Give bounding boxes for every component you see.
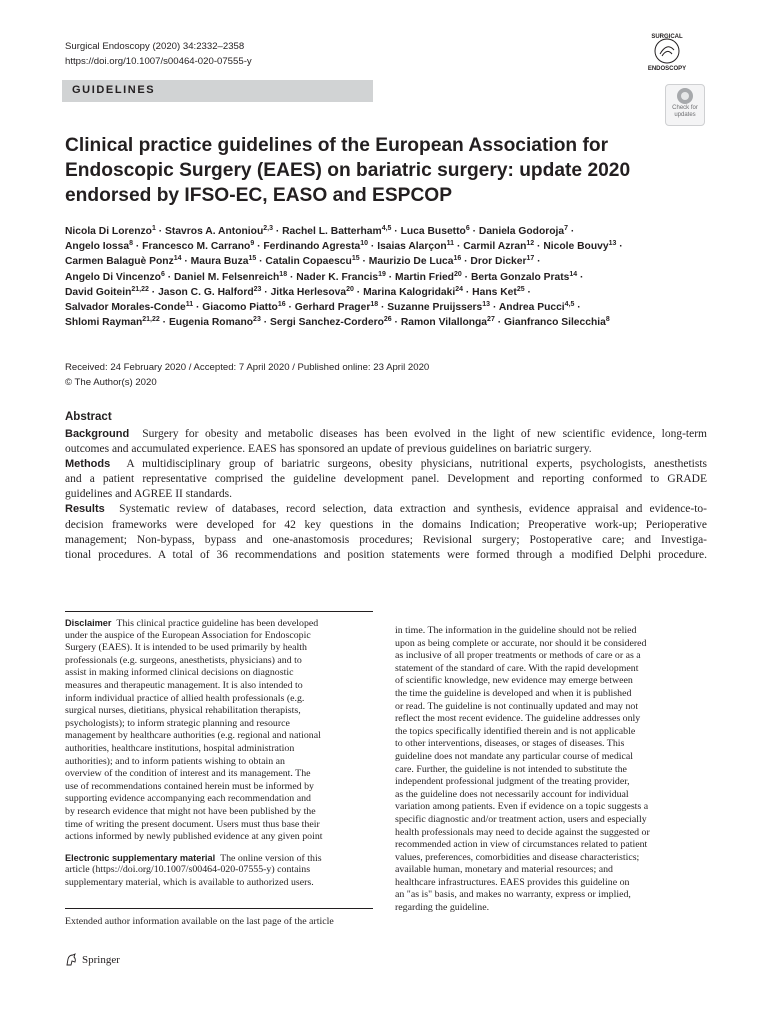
right-column-line: variation among patients. Even if evidence on a topic suggests a (395, 801, 649, 813)
author-separator: · (254, 241, 264, 253)
author-separator: · (181, 256, 191, 268)
author-separator: · (391, 226, 401, 237)
right-column-line: as the guideline does not necessarily account for individual (395, 788, 629, 800)
right-column-line: the topics specifically identified therein and is not applicable (395, 725, 636, 737)
author-affiliation: 4,5 (564, 301, 575, 309)
methods-label: Methods (65, 458, 111, 471)
author-affiliation: 26 (383, 316, 392, 324)
author-separator: · (463, 286, 473, 298)
doi-link[interactable]: https://doi.org/10.1007/s00464-020-07555-y (65, 56, 252, 67)
footnote-divider (65, 908, 373, 909)
disclaimer-line: measures and therapeutic management. It is also intended to (65, 679, 303, 691)
author-name[interactable]: Sergi Sanchez-Cordero (270, 317, 384, 329)
right-column-line: available human, monetary and material resources; and (395, 864, 613, 876)
article-type-label: GUIDELINES (72, 84, 156, 96)
author-affiliation: 25 (516, 285, 525, 293)
author-name[interactable]: Nicole Bouvy (543, 241, 609, 253)
author-name[interactable]: Andrea Pucci (498, 302, 565, 314)
author-affiliation: 21,22 (131, 285, 149, 293)
disclaimer-label: Disclaimer (65, 618, 112, 628)
author-separator: · (133, 241, 143, 253)
author-affiliation: 6 (465, 225, 470, 232)
abstract-line: Methods A multidisciplinary group of bariatric surgeons, obesity physicians, nutritional experts, psychologists, anesthetists (65, 458, 707, 471)
logo-text-bottom: ENDOSCOPY (647, 66, 687, 72)
abstract-line: Results Systematic review of databases, record selection, data extraction and synthesis, evidence appraisal and evidence-to- (65, 503, 708, 516)
disclaimer-line: by research evidence that might not have been published by the (65, 805, 316, 817)
right-column-line: of scientific knowledge, new evidence may emerge between (395, 675, 633, 687)
author-separator: · (469, 226, 479, 237)
author-name[interactable]: Stavros A. Antoniou (165, 226, 264, 237)
author-name[interactable]: Dror Dicker (470, 256, 527, 268)
author-separator: · (494, 317, 504, 329)
author-line (65, 224, 720, 239)
right-column-line: statement of the standard of care. With the rapid development (395, 662, 639, 674)
disclaimer-line: authorities, healthcare institutions, hospital administration (65, 742, 295, 754)
author-separator: · (260, 317, 270, 329)
author-line (65, 285, 720, 300)
author-name[interactable]: Rachel L. Batterham (282, 226, 382, 237)
right-column-line: guideline does not mandate any particular course of medical (395, 750, 634, 762)
right-column-line: values, preferences, comorbidities and disease characteristics; (395, 851, 640, 863)
right-column-line: in time. The information in the guideline should not be relied (395, 625, 637, 636)
author-separator: · (193, 302, 203, 314)
author-name[interactable]: Hans Ket (472, 286, 517, 298)
disclaimer-line: under the auspice of the European Association for Endoscopic (65, 629, 311, 641)
author-separator: · (155, 226, 166, 237)
author-name[interactable]: David Goitein (65, 286, 132, 298)
author-name[interactable]: Maura Buza (190, 256, 249, 268)
author-name[interactable]: Suzanne Pruijssers (387, 302, 483, 314)
author-affiliation: 10 (360, 240, 369, 248)
date-line: Received: 24 February 2020 / Accepted: 7 April 2020 / Published online: 23 April 2020 (65, 362, 430, 373)
right-column-line: health professionals may need to decide against the suggested or (395, 826, 650, 838)
abstract-heading: Abstract (65, 411, 112, 423)
footnote-left-column (65, 617, 375, 889)
supplementary-line: Electronic supplementary material The online version of this (65, 852, 322, 864)
supplementary-line: article (https://doi.org/10.1007/s00464-020-07555-y) contains (65, 864, 311, 876)
author-separator: · (368, 241, 378, 253)
author-separator: · (378, 302, 388, 314)
author-affiliation: 13 (608, 240, 617, 248)
author-affiliation: 18 (370, 301, 379, 309)
author-affiliation: 11 (185, 301, 194, 309)
supplementary-label: Electronic supplementary material (65, 852, 216, 863)
author-affiliation: 14 (569, 270, 578, 278)
author-name[interactable]: Carmen Balaguè Ponz (65, 256, 174, 268)
author-name[interactable]: Eugenia Romano (168, 317, 254, 329)
abstract-line: decision frameworks were developed for 42 key questions in the domains Indication; Preoperative work-up; Perioperative (65, 518, 707, 531)
author-affiliation: 12 (526, 240, 535, 248)
author-affiliation: 18 (279, 270, 288, 278)
author-name[interactable]: Salvador Morales-Conde (65, 302, 186, 314)
author-affiliation: 17 (526, 255, 535, 263)
author-name[interactable]: Daniel M. Felsenreich (174, 271, 280, 283)
right-column-line: regarding the guideline. (395, 902, 490, 914)
author-separator: · (353, 286, 364, 298)
journal-header (65, 39, 252, 69)
right-column-line: care. Further, the guideline is not intended to substitute the (395, 763, 627, 775)
author-separator: · (454, 241, 464, 253)
right-column-line: or read. The guideline is not continually updated and may not (395, 700, 639, 712)
author-affiliation: 9 (250, 240, 255, 248)
author-affiliation: 16 (277, 301, 286, 309)
author-affiliation: 15 (351, 255, 360, 263)
article-type-badge (62, 80, 373, 102)
author-separator: · (574, 302, 581, 314)
author-name[interactable]: Jason C. G. Halford (158, 286, 254, 298)
author-affiliation: 4,5 (381, 225, 392, 232)
supplementary-doi-link[interactable]: https://doi.org/10.1007/s00464-020-07555-y (95, 864, 272, 876)
abstract-body (65, 427, 707, 563)
springer-horse-icon (65, 953, 77, 966)
eaes-society-logo-icon (636, 30, 698, 72)
author-name[interactable]: Ramon Vilallonga (400, 317, 488, 329)
journal-citation: Surgical Endoscopy (2020) 34:2332–2358 (65, 41, 245, 52)
right-column-line: upon as being complete or accurate, nor should it be considered (395, 637, 647, 649)
author-name[interactable]: Maurizio De Luca (368, 256, 454, 268)
author-separator: · (164, 271, 174, 283)
author-separator: · (490, 302, 499, 314)
author-name[interactable]: Angelo Di Vincenzo (65, 271, 161, 283)
author-list (65, 224, 720, 330)
author-affiliation: 2,3 (263, 225, 273, 232)
check-for-updates-label: Check for updates (672, 105, 698, 118)
author-name[interactable]: Marina Kalogridaki (363, 286, 456, 298)
right-column-line: healthcare infrastructures. EAES provides this guideline on (395, 876, 630, 888)
publisher-name: Springer (82, 953, 120, 966)
results-label: Results (65, 503, 105, 516)
author-name[interactable]: Luca Busetto (400, 226, 466, 237)
disclaimer-line: use of recommendations contained herein must be informed by (65, 780, 314, 792)
author-name[interactable]: Catalin Copaescu (265, 256, 352, 268)
author-line (65, 315, 720, 330)
author-affiliation: 8 (605, 316, 610, 324)
disclaimer-line: management by healthcare authorities (e.g. regional and national (65, 730, 321, 742)
author-name[interactable]: Gerhard Prager (294, 302, 371, 314)
author-name[interactable]: Nader K. Francis (296, 271, 379, 283)
right-column-line: the time the guideline is developed and when it is published (395, 687, 632, 699)
author-separator: · (359, 256, 369, 268)
author-affiliation: 23 (253, 285, 262, 293)
disclaimer-line: time of writing the present document. Users must thus base their (65, 818, 320, 830)
author-separator: · (461, 271, 471, 283)
author-name[interactable]: Giacomo Piatto (202, 302, 278, 314)
author-name[interactable]: Isaias Alarçon (377, 241, 447, 253)
right-column-line: an "as is" basis, and makes no warranty, express or implied, (395, 889, 631, 901)
author-separator: · (391, 317, 401, 329)
author-separator: · (287, 271, 297, 283)
right-column-line: as inclusive of all proper treatments or methods of care or as a (395, 650, 641, 662)
author-separator: · (272, 226, 283, 237)
right-column-line: independent professional judgment of the treating provider, (395, 776, 630, 788)
publisher-footer (65, 953, 120, 966)
disclaimer-line: Disclaimer This clinical practice guideline has been developed (65, 618, 319, 629)
abstract-line: tional procedures. A total of 36 recommendations and position statements were formed through a modified Delphi procedure. (65, 548, 707, 561)
disclaimer-line: overview of the condition of interest and its management. The (65, 768, 311, 780)
author-name[interactable]: Ferdinando Agresta (263, 241, 361, 253)
author-affiliation: 1 (151, 225, 156, 232)
check-for-updates-button[interactable] (665, 84, 705, 126)
extended-author-note: Extended author information available on the last page of the article (65, 916, 334, 927)
author-separator: · (285, 302, 295, 314)
right-column-line: specific diagnostic and/or treatment action, users and especially (395, 813, 647, 825)
author-name[interactable]: Martin Fried (395, 271, 454, 283)
author-line (65, 300, 720, 315)
disclaimer-line: actions informed by newly published evidence at any given point (65, 831, 323, 843)
author-affiliation: 13 (482, 301, 491, 309)
author-separator: · (568, 226, 575, 237)
author-separator: · (534, 241, 544, 253)
author-affiliation: 23 (253, 316, 261, 324)
author-affiliation: 19 (378, 270, 386, 278)
author-name[interactable]: Berta Gonzalo Prats (470, 271, 570, 283)
disclaimer-line: inform individual practice of allied health professionals (e.g. (65, 692, 305, 704)
author-separator: · (577, 271, 584, 283)
disclaimer-line: Surgery (EAES). It is intended to be used primarily by health (65, 642, 307, 654)
author-separator: · (461, 256, 471, 268)
author-affiliation: 20 (346, 285, 354, 293)
author-line (65, 270, 720, 285)
footnote-right-column (395, 625, 705, 915)
disclaimer-line: professionals (e.g. surgeons, anesthetists, physicians) and to (65, 654, 302, 666)
author-separator: · (534, 256, 541, 268)
author-affiliation: 14 (173, 255, 182, 263)
abstract-line: outcomes and accumulated experience. EAES has sponsored an update of previous guidelines on bariatric surgery. (65, 443, 592, 456)
disclaimer-line: supporting evidence accompanying each recommendation and (65, 793, 311, 805)
author-affiliation: 8 (129, 240, 133, 248)
author-name[interactable]: Daniela Godoroja (478, 226, 565, 237)
copyright-line: © The Author(s) 2020 (65, 377, 157, 388)
paper-title: Clinical practice guidelines of the European Association for Endoscopic Surgery (EAES) on bariatric surgery: update 2020 endorsed by IFSO-EC, EASO and ESPCOP (65, 135, 631, 206)
disclaimer-line: assist in making informed clinical decisions on diagnostic (65, 667, 294, 679)
author-affiliation: 7 (564, 225, 569, 232)
author-separator: · (385, 271, 396, 283)
author-separator: · (616, 241, 623, 253)
disclaimer-line: psychologists); to inform strategic planning and resource (65, 717, 290, 729)
background-label: Background (65, 428, 130, 440)
logo-text-top: SURGICAL (651, 34, 683, 40)
publication-dates (65, 360, 429, 390)
author-name[interactable]: Francesco M. Carrano (142, 241, 251, 253)
check-for-updates-icon (677, 88, 693, 104)
author-affiliation: 21,22 (142, 316, 160, 324)
author-name[interactable]: Carmil Azran (463, 241, 527, 253)
abstract-line: management; Non-bypass, bypass and one-anastomosis procedures; Revisional surgery; Postoperative care; and Investiga- (65, 533, 707, 546)
author-name[interactable]: Nicola Di Lorenzo (65, 226, 152, 237)
author-separator: · (159, 317, 169, 329)
author-name[interactable]: Jitka Herlesova (270, 286, 347, 298)
author-line (65, 254, 720, 269)
disclaimer-line: surgical nurses, dietitians, physical rehabilitation therapists, (65, 705, 301, 717)
author-name[interactable]: Shlomi Rayman (65, 317, 143, 329)
disclaimer-line: authorities); and to inform patients wishing to obtain an (65, 755, 285, 767)
right-column-line: to other interventions, diseases, or stages of diseases. This (395, 738, 625, 750)
author-affiliation: 24 (455, 285, 464, 293)
abstract-line: Background Surgery for obesity and metabolic diseases has been evolved in the light of new scientific evidence, long-term (65, 428, 707, 440)
right-column-line: reflect the most recent evidence. The guideline addresses only (395, 713, 641, 725)
author-name[interactable]: Gianfranco Silecchia (504, 317, 606, 329)
supplementary-line: supplementary material, which is available to authorized users. (65, 876, 314, 888)
author-line (65, 239, 720, 254)
author-affiliation: 11 (446, 240, 455, 248)
right-column-line: recommended action in view of circumstances related to patient (395, 839, 648, 851)
abstract-line: and a patient representative comprised the guideline development panel. Development and reporting conformed to GRADE (65, 473, 707, 486)
author-affiliation: 27 (487, 316, 495, 324)
author-separator: · (148, 286, 159, 298)
author-separator: · (261, 286, 271, 298)
author-separator: · (256, 256, 266, 268)
author-affiliation: 15 (248, 255, 257, 263)
author-affiliation: 16 (453, 255, 462, 263)
author-affiliation: 20 (453, 270, 462, 278)
footnote-divider (65, 611, 373, 612)
abstract-line: guidelines and AGREE II standards. (65, 488, 233, 501)
author-affiliation: 6 (160, 270, 165, 278)
disclaimer-body (65, 630, 375, 844)
author-separator: · (524, 286, 531, 298)
author-name[interactable]: Angelo Iossa (65, 241, 130, 253)
